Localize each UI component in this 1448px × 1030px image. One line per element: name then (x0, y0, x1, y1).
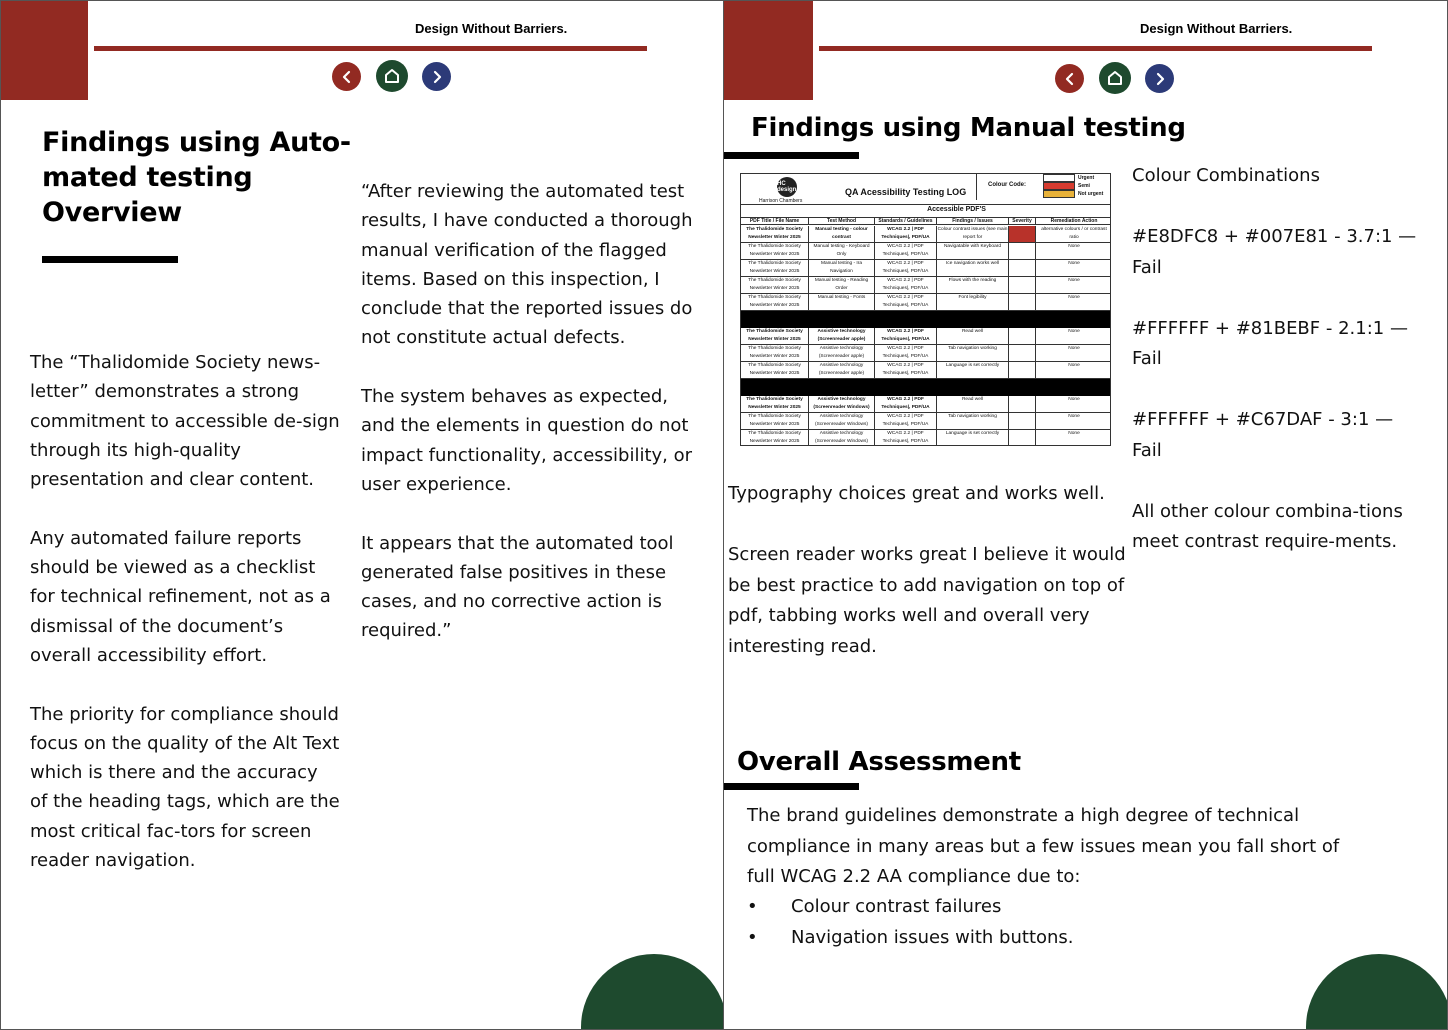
next-page-button[interactable] (422, 62, 451, 91)
heading-underline (724, 783, 859, 790)
table-cell (1009, 413, 1036, 429)
table-cell (1009, 328, 1036, 344)
table-cell: The Thalidomide Society Newsletter Winter 2025 (741, 226, 809, 242)
decorative-circle (581, 954, 724, 1030)
table-cell: Assistive technology (Screenreader Windows) (809, 396, 875, 412)
column-header: Severity (1009, 218, 1036, 224)
home-button[interactable] (1099, 62, 1131, 94)
table-cell: Language is set correctly (937, 430, 1009, 446)
table-row (741, 362, 1111, 379)
table-cell: Tab navigation working (937, 413, 1009, 429)
table-cell: WCAG 2.2 | PDF Techniques|, PDF/UA (875, 345, 937, 361)
table-row (741, 430, 1111, 446)
column-header: Remediation Action (1050, 218, 1098, 224)
bullet-icon: • (747, 896, 758, 917)
legend-label: Urgent (1078, 175, 1095, 181)
chevron-right-icon (430, 70, 444, 84)
page-right (724, 0, 1448, 1030)
table-cell: WCAG 2.2 | PDF Techniques|, PDF/UA (875, 294, 937, 310)
table-cell: None (1068, 244, 1080, 249)
assessment-bullet-list (747, 892, 1347, 953)
table-cell: Manual testing - Ira Navigation (809, 260, 875, 276)
qa-testing-log-table (740, 173, 1111, 446)
header-title: Design Without Barriers. (415, 21, 568, 36)
list-item-text: Navigation issues with buttons. (791, 926, 1074, 948)
table-cell (1009, 260, 1036, 276)
colour-code-label: Colour Code: (988, 182, 1026, 188)
manual-findings-text (728, 479, 1133, 662)
log-subtitle: Accessible PDF'S (927, 206, 986, 213)
paragraph: It appears that the automated tool generated false positives in these cases, and no corrective action is required.” (361, 532, 674, 642)
table-cell: Font legibility (937, 294, 1009, 310)
table-cell: Assistive technology (Screenreader apple) (809, 362, 875, 378)
table-cell: None (1068, 414, 1080, 419)
table-cell: None (1068, 278, 1080, 283)
paragraph: Any automated failure reports should be viewed as a checklist for technical refinement, not as a dismissal of the document’s overall accessibility effort. (30, 527, 331, 666)
table-cell (1009, 243, 1036, 259)
table-cell: None (1068, 397, 1080, 402)
column-header: Test Method (809, 218, 875, 224)
list-item (747, 892, 1347, 923)
header-rule (94, 46, 647, 51)
quote-column-text (361, 177, 706, 646)
corner-block (1, 1, 88, 100)
heading-underline (42, 256, 178, 263)
group-separator (741, 379, 1111, 396)
paragraph: Typography choices great and works well. (728, 483, 1105, 504)
group-separator (741, 311, 1111, 328)
table-cell: None (1068, 295, 1080, 300)
legend-swatch-not-urgent (1043, 190, 1075, 198)
bullet-icon: • (747, 926, 758, 948)
table-cell: The Thalidomide Society Newsletter Winter 2025 (741, 396, 809, 412)
table-row (741, 328, 1111, 345)
table-cell: The Thalidomide Society Newsletter Winter 2025 (741, 413, 809, 429)
column-header: PDF Title / File Name (741, 218, 809, 224)
table-cell: Navigatable with Keyboard (937, 243, 1009, 259)
home-icon (1106, 69, 1124, 87)
colour-summary: All other colour combina-tions meet contrast require-ments. (1132, 500, 1403, 552)
table-row (741, 345, 1111, 362)
table-cell: WCAG 2.2 | PDF Techniques|, PDF/UA (875, 277, 937, 293)
log-header (741, 174, 1111, 205)
table-cell: The Thalidomide Society Newsletter Winter 2025 (741, 243, 809, 259)
table-cell: WCAG 2.2 | PDF Techniques|, PDF/UA (875, 243, 937, 259)
chevron-left-icon (1063, 72, 1077, 86)
overall-assessment-text (747, 801, 1367, 893)
table-cell: The Thalidomide Society Newsletter Winter 2025 (741, 430, 809, 446)
paragraph: “After reviewing the automated test results, I have conducted a thorough manual verification of the flagged items. Based on this inspection, I conclude that the reported issues do not constitute actual defects. (361, 181, 693, 349)
colour-item: #FFFFFF + #C67DAF - 3:1 — Fail (1132, 409, 1394, 461)
table-cell: The Thalidomide Society Newsletter Winter 2025 (741, 277, 809, 293)
table-row (741, 396, 1111, 413)
hc-design-logo (777, 177, 797, 197)
divider (976, 174, 977, 200)
log-title: QA Acessibility Testing LOG (845, 187, 967, 197)
table-row (741, 413, 1111, 430)
table-cell: Assistive technology (Screenreader apple) (809, 328, 875, 344)
decorative-circle (1306, 954, 1448, 1030)
paragraph: Screen reader works great I believe it would be best practice to add navigation on top of pdf, tabbing works well and overall very interesting read. (728, 544, 1126, 657)
paragraph: The priority for compliance should focus on the quality of the Alt Text which is there and the accuracy of the heading tags, which are the most critical fac-tors for screen reader navigation. (30, 703, 340, 872)
table-cell: Manual testing - Keyboard Only (809, 243, 875, 259)
column-header: Findings / Issues (937, 218, 1009, 224)
heading-underline (724, 152, 859, 159)
heading-line: Findings using Auto- (42, 127, 351, 158)
list-item-text: Colour contrast failures (791, 896, 1002, 917)
heading-line: mated testing (42, 162, 253, 193)
table-row (741, 226, 1111, 243)
next-page-button[interactable] (1145, 64, 1174, 93)
table-cell: alternative colours / or contrast ratio (1041, 227, 1107, 240)
left-column-text (30, 348, 340, 875)
table-row (741, 277, 1111, 294)
table-cell: The Thalidomide Society Newsletter Winter 2025 (741, 328, 809, 344)
table-cell: Manual testing - Reading Order (809, 277, 875, 293)
colour-item: #E8DFC8 + #007E81 - 3.7:1 — Fail (1132, 226, 1417, 278)
legend-label: Not urgent (1078, 191, 1104, 197)
corner-block (724, 1, 813, 100)
paragraph: The “Thalidomide Society news-letter” demonstrates a strong commitment to accessible de-sign through its high-quality presentation and clear content. (30, 352, 340, 491)
table-cell: None (1068, 363, 1080, 368)
table-row (741, 243, 1111, 260)
list-item (747, 923, 1347, 954)
table-cell: WCAG 2.2 | PDF Techniques|, PDF/UA (875, 430, 937, 446)
table-cell: Colour contrast issues (see main report for (937, 227, 1008, 240)
home-icon (383, 67, 401, 85)
table-cell: Tab navigation working (937, 345, 1009, 361)
overall-assessment-heading: Overall Assessment (737, 747, 1021, 777)
table-cell (1009, 294, 1036, 310)
heading-line: Overview (42, 197, 182, 228)
table-cell (1009, 430, 1036, 446)
paragraph: The system behaves as expected, and the elements in question do not impact functionality, accessibility, or user experience. (361, 386, 693, 495)
table-cell (1009, 277, 1036, 293)
table-cell: The Thalidomide Society Newsletter Winter 2025 (741, 294, 809, 310)
table-cell: WCAG 2.2 | PDF Techniques|, PDF/UA (875, 226, 937, 242)
table-cell: Assistive technology (Screenreader apple) (809, 345, 875, 361)
table-cell: Ice navigation works well (937, 260, 1009, 276)
table-cell: Read well (937, 396, 1009, 412)
page-heading-manual: Findings using Manual testing (751, 113, 1186, 143)
colour-combinations-text (1132, 161, 1422, 558)
table-cell: None (1068, 261, 1080, 266)
table-cell: Assistive technology (Screenreader Windows) (809, 430, 875, 446)
table-cell (1009, 345, 1036, 361)
prev-page-button[interactable] (1055, 64, 1084, 93)
table-cell: Manual testing - colour contrast (809, 226, 875, 242)
legend-label: Semi (1078, 183, 1090, 189)
chevron-left-icon (340, 70, 354, 84)
page-heading-automated (42, 125, 351, 230)
header-title: Design Without Barriers. (1140, 21, 1293, 36)
home-button[interactable] (376, 60, 408, 92)
header-rule (819, 46, 1372, 51)
colour-item: #FFFFFF + #81BEBF - 2.1:1 — Fail (1132, 317, 1408, 369)
table-cell: Assistive technology (Screenreader Windows) (809, 413, 875, 429)
table-cell: None (1068, 431, 1080, 436)
colour-title: Colour Combinations (1132, 165, 1320, 186)
logo-text: HC design (777, 181, 797, 193)
table-cell (1009, 362, 1036, 378)
table-cell: Read well (937, 328, 1009, 344)
legend-swatch-urgent (1043, 174, 1075, 182)
chevron-right-icon (1153, 72, 1167, 86)
table-cell (1009, 226, 1036, 242)
prev-page-button[interactable] (332, 62, 361, 91)
table-cell: None (1068, 346, 1080, 351)
table-cell: The Thalidomide Society Newsletter Winter 2025 (741, 362, 809, 378)
table-cell: Flows with the reading (937, 277, 1009, 293)
column-header: Standards / Guidelines (875, 218, 937, 224)
table-cell: Manual testing - Fonts (809, 294, 875, 310)
table-row (741, 260, 1111, 277)
table-cell (1009, 396, 1036, 412)
table-cell: The Thalidomide Society Newsletter Winter 2025 (741, 345, 809, 361)
table-cell: The Thalidomide Society Newsletter Winter 2025 (741, 260, 809, 276)
table-cell: WCAG 2.2 | PDF Techniques|, PDF/UA (875, 362, 937, 378)
logo-subtitle: Harrison Chambers (759, 198, 803, 204)
table-cell: WCAG 2.2 | PDF Techniques|, PDF/UA (875, 328, 937, 344)
table-cell: Language is set correctly (937, 362, 1009, 378)
table-cell: None (1068, 329, 1080, 334)
log-column-headers (741, 217, 1111, 225)
table-cell: WCAG 2.2 | PDF Techniques|, PDF/UA (875, 413, 937, 429)
table-cell: WCAG 2.2 | PDF Techniques|, PDF/UA (875, 260, 937, 276)
table-row (741, 294, 1111, 311)
legend-swatch-semi (1043, 182, 1075, 190)
table-cell: WCAG 2.2 | PDF Techniques|, PDF/UA (875, 396, 937, 412)
paragraph: The brand guidelines demonstrate a high degree of technical compliance in many areas but a few issues mean you fall short of full WCAG 2.2 AA compliance due to: (747, 805, 1340, 887)
